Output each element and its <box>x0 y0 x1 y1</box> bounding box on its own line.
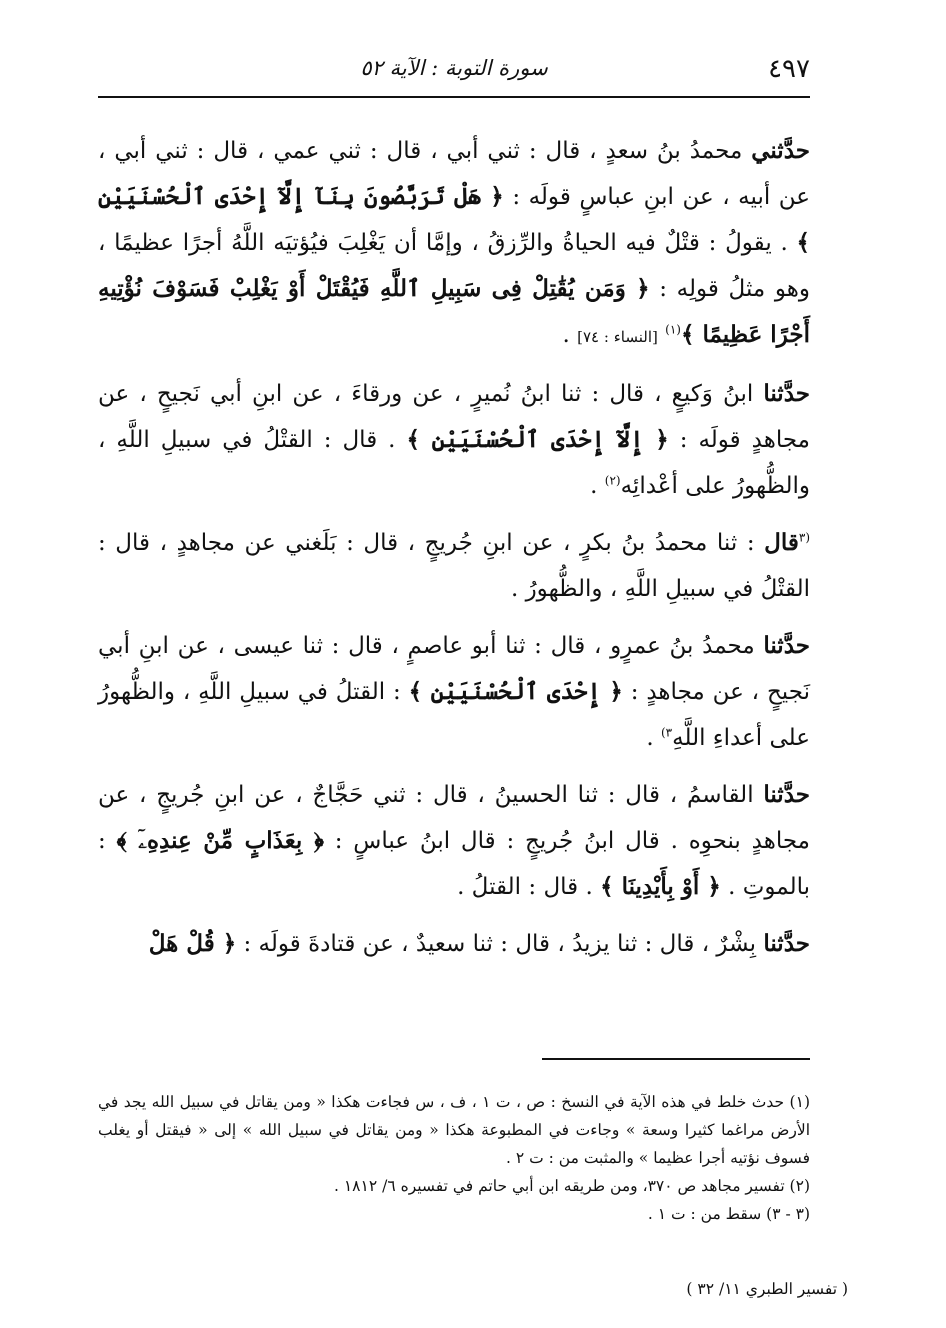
paragraph-text: القاسمُ ، قال : ثنا الحسينُ ، قال : ثني حَجَّاجٌ ، عن ابنِ جُريجٍ ، عن مجاهدٍ بنحوِه . قال ابنُ جُريجٍ : قال ابنُ عباسٍ : <box>98 782 811 854</box>
paragraph-lead: حدَّثنا <box>763 930 810 957</box>
paragraph-text: . قال : القتْلُ في سبيلِ اللَّهِ ، والظُّهورُ على أعْدائِه <box>98 427 810 499</box>
footnote-marker[interactable]: (٢) <box>604 473 621 488</box>
footnote: (٣ - ٣) سقط من : ت ١ . <box>647 1205 810 1223</box>
paragraph-text: : ثنا محمدُ بنُ بكرٍ ، عن ابنِ جُريجٍ ، قال : بَلَغني عن مجاهدٍ ، قال : القتْلُ في سبيلِ اللَّهِ ، والظُّهورُ . <box>98 530 810 602</box>
paragraph-lead: قال <box>764 529 799 556</box>
paragraph <box>98 128 810 360</box>
footnote-marker[interactable]: (٣ <box>798 530 810 545</box>
paragraph <box>98 772 810 910</box>
page-header <box>98 48 810 98</box>
paragraph-text: . <box>646 725 661 751</box>
paragraph-text: محمدُ بنُ سعدٍ ، قال : ثني أبي ، قال : ثني عمي ، قال : ثني أبي ، عن أبيه ، عن ابنِ عباسٍ قولَه : <box>98 138 811 210</box>
main-text <box>98 128 810 978</box>
paragraph-text: : القتلُ في سبيلِ اللَّهِ ، والظُّهورُ على أعداءِ اللَّهِ <box>98 679 810 751</box>
paragraph-text: بِشْرٌ ، قال : ثنا يزيدُ ، قال : ثنا سعيدٌ ، عن قتادةَ قولَه : <box>236 931 764 957</box>
quran-quote: ﴿ أَوْ بِأَيْدِينَا ﴾ <box>600 873 721 900</box>
paragraph-lead: حدَّثنا <box>763 781 810 808</box>
footnote: (٢) تفسير مجاهد ص ٣٧٠، ومن طريقه ابن أبي حاتم في تفسيره ٦/ ١٨١٢ . <box>334 1177 810 1195</box>
paragraph <box>98 623 810 761</box>
paragraph-text: ابنُ وَكيعٍ ، قال : ثنا ابنُ نُميرٍ ، عن ورقاءَ ، عن ابنِ أبي نَجيحٍ ، عن مجاهدٍ قولَه : <box>98 381 811 453</box>
paragraph-lead: حدَّثني <box>751 137 810 164</box>
verse-reference: [النساء : ٧٤] <box>577 328 658 346</box>
footnote-divider <box>542 1058 810 1060</box>
footnote-marker[interactable]: (١) <box>665 322 681 337</box>
page-number: ٤٩٧ <box>768 54 810 84</box>
quran-quote: ﴿ هَلْ تَرَبَّصُونَ بِنَآ إِلَّآ إِحْدَى ٱلْحُسْنَيَيْنِ ﴾ <box>98 183 810 256</box>
paragraph-lead: حدَّثنا <box>763 632 810 659</box>
paragraph-text: . <box>590 473 605 499</box>
paragraph-text: . <box>562 322 578 348</box>
paragraph-text: . يقولُ : قتْلٌ فيه الحياةُ والرِّزقُ ، وإمَّا أن يَغْلِبَ فيُؤتيَه اللَّهُ أجرًا عظيمًا ، وهو مثلُ قولِه : <box>98 230 810 302</box>
paragraph-text: : بالموتِ . <box>98 828 810 900</box>
paragraph-lead: حدَّثنا <box>763 380 810 407</box>
paragraph-text: . قال : القتلُ . <box>457 874 601 900</box>
paragraph <box>98 520 810 612</box>
footnotes <box>98 1088 810 1228</box>
paragraph <box>98 921 810 967</box>
quran-quote: ﴿ قُلْ هَلْ <box>148 930 237 957</box>
quran-quote: ﴿ إِحْدَى ٱلْحُسْنَيَيْنِ ﴾ <box>408 678 623 705</box>
footnote: (١) حدث خلط في هذه الآية في النسخ : ص ، ت ١ ، ف ، س فجاءت هكذا « ومن يقاتل في سبيل الله يجد في الأرض مراغما كثيرا وسعة » وجاءت في المطبوعة هكذا « ومن يقاتل في سبيل الله » إلى « فيقتل أو يغلب فسوف نؤتيه أجرا عظيما » والمثبت من : ت ٢ . <box>98 1093 810 1167</box>
paragraph <box>98 371 810 509</box>
running-title: سورة التوبة : الآية ٥٢ <box>360 56 548 80</box>
quran-quote: ﴿ إِلَّآ إِحْدَى ٱلْحُسْنَيَيْنِ ﴾ <box>406 426 669 453</box>
quran-quote: ﴿ وَمَن يُقَٰتِلْ فِى سَبِيلِ ٱللَّهِ فَيُقْتَلْ أَوْ يَغْلِبْ فَسَوْفَ نُؤْتِيهِ أَجْرًا عَظِيمًا ﴾ <box>98 275 810 348</box>
quran-quote: ﴿ بِعَذَابٍ مِّنْ عِندِهِۦٓ ﴾ <box>116 827 324 854</box>
footnote-marker[interactable]: ٣) <box>660 725 673 740</box>
paragraph-text: محمدُ بنُ عمرٍو ، قال : ثنا أبو عاصمٍ ، قال : ثنا عيسى ، عن ابنِ أبي نَجيحٍ ، عن مجاهدٍ : <box>98 633 810 705</box>
volume-reference: ( تفسير الطبري ١١/ ٣٢ ) <box>686 1280 848 1298</box>
